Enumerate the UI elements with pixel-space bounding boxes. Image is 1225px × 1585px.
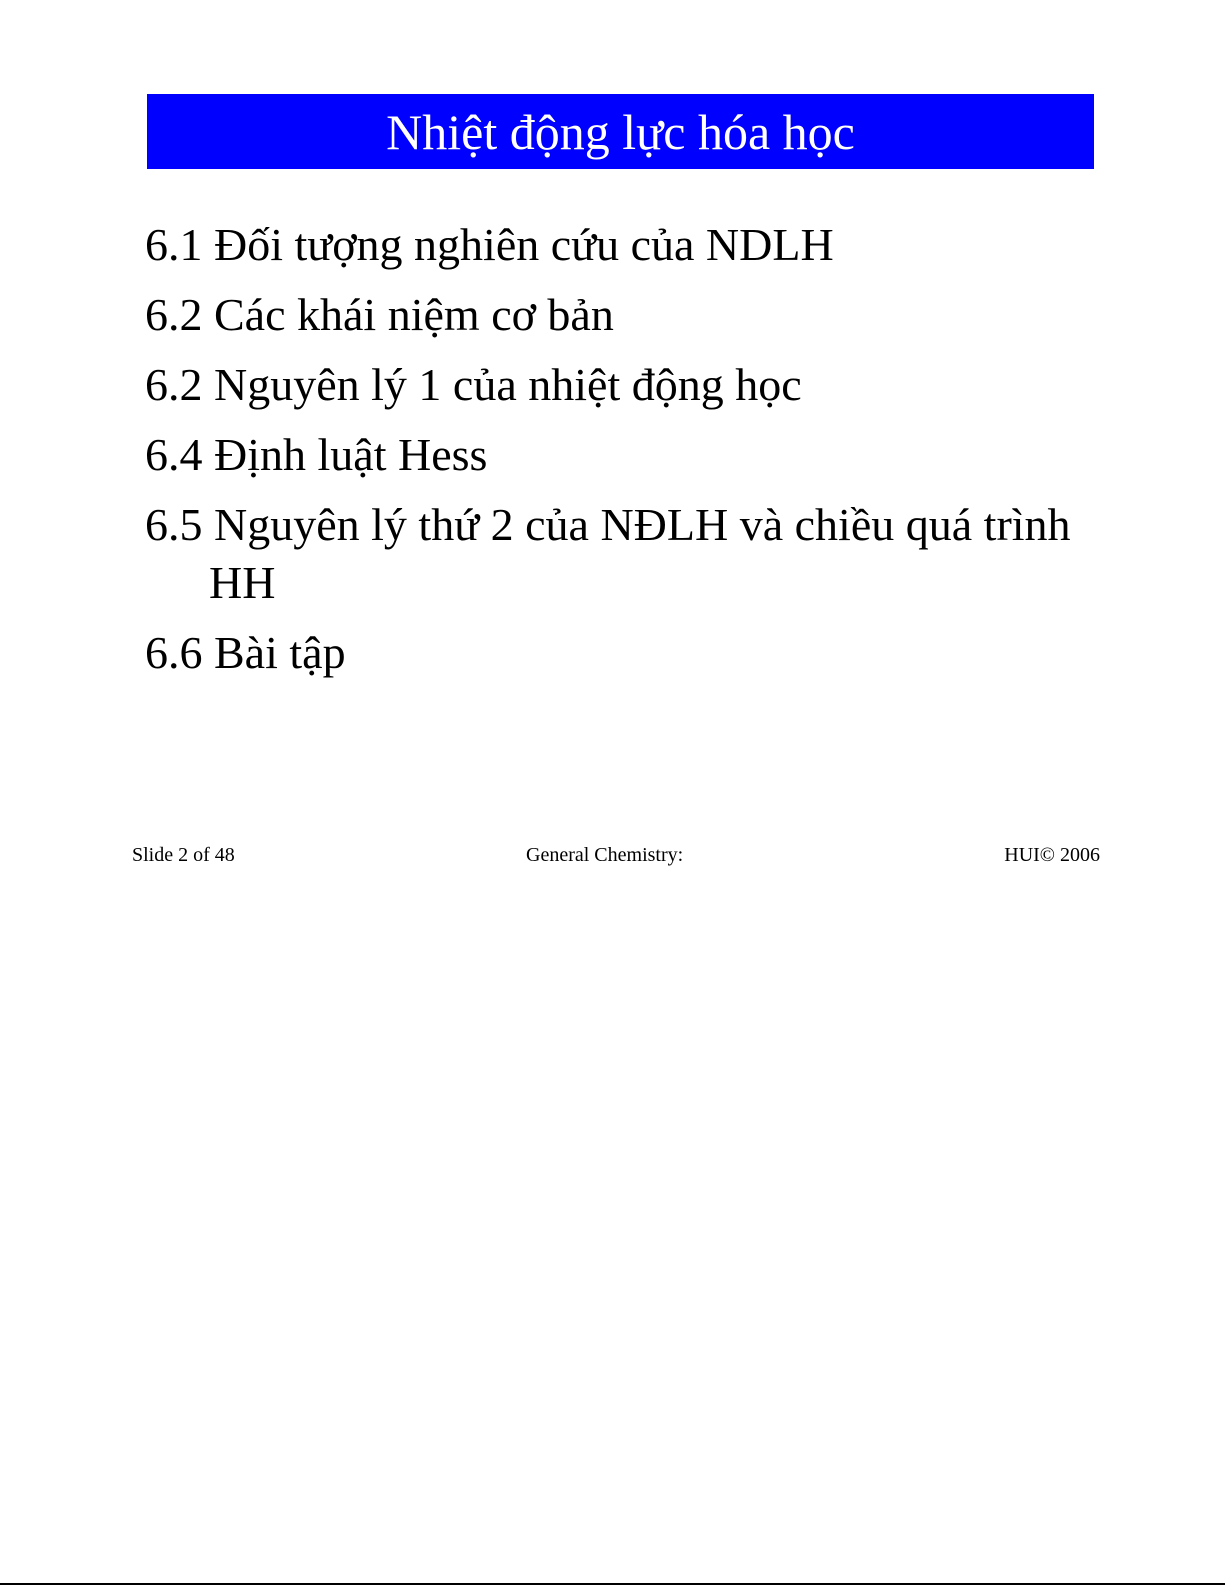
slide-number: Slide 2 of 48 (132, 844, 235, 866)
list-item: 6.2 Nguyên lý 1 của nhiệt động học (145, 359, 802, 410)
course-name: General Chemistry: (526, 844, 684, 866)
list-item: 6.2 Các khái niệm cơ bản (145, 289, 614, 340)
list-item: 6.5 Nguyên lý thứ 2 của NĐLH và chiều quá trình HH (145, 499, 1071, 608)
list-item: 6.4 Định luật Hess (145, 429, 488, 480)
slide-title: Nhiệt động lực hóa học (386, 103, 855, 160)
list-item: 6.1 Đối tượng nghiên cứu của NDLH (145, 219, 834, 270)
list-item: 6.6 Bài tập (145, 627, 346, 678)
content-list (145, 216, 1105, 694)
copyright: HUI© 2006 (1004, 844, 1100, 866)
slide-title-bar (147, 94, 1094, 169)
